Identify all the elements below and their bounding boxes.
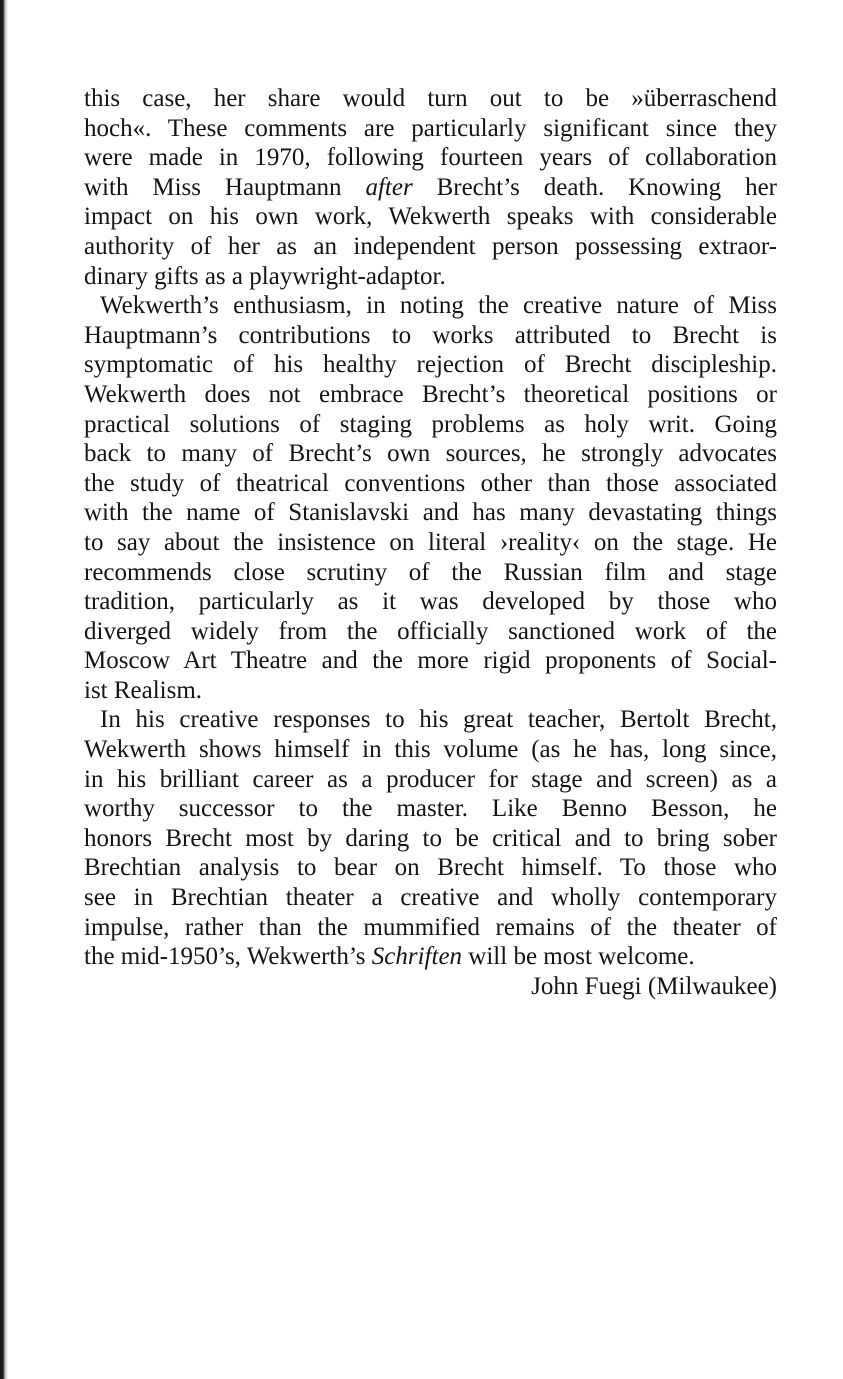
text-line: diverged widely from the officially sanctioned work of the: [84, 617, 777, 645]
text-line: Wekwerth shows himself in this volume (as he has, long since,: [84, 736, 777, 764]
paragraph-3: [84, 705, 777, 971]
text-line: worthy successor to the master. Like Benno Besson, he: [84, 795, 777, 823]
text-line: with the name of Stanislavski and has many devastating things: [84, 499, 777, 527]
text-line: In his creative responses to his great teacher, Bertolt Brecht,: [100, 706, 777, 734]
text-line: Wekwerth’s enthusiasm, in noting the creative nature of Miss: [100, 292, 777, 320]
text-line: Wekwerth does not embrace Brecht’s theoretical positions or: [84, 380, 777, 408]
text-line: back to many of Brecht’s own sources, he strongly advocates: [84, 440, 777, 468]
text-line: symptomatic of his healthy rejection of Brecht discipleship.: [84, 351, 777, 379]
text-line: the mid-1950’s, Wekwerth’s Schriften will be most welcome.: [84, 943, 695, 971]
italic-title: Schriften: [371, 943, 463, 971]
text-line: with Miss Hauptmann after Brecht’s death. Knowing her: [84, 173, 777, 201]
text-line: honors Brecht most by daring to be critical and to bring sober: [84, 824, 777, 852]
paragraph-1: [84, 84, 777, 291]
text-line: impulse, rather than the mummified remains of the theater of: [84, 913, 777, 941]
article-text: [84, 84, 777, 1001]
text-line: impact on his own work, Wekwerth speaks with considerable: [84, 203, 777, 231]
scan-edge-shadow: [0, 0, 8, 1379]
paragraph-2: [84, 291, 777, 705]
italic-title: after: [365, 173, 413, 201]
text-line: hoch«. These comments are particularly significant since they: [84, 114, 777, 142]
text-line: authority of her as an independent person possessing extraor-: [84, 232, 777, 260]
text-line: were made in 1970, following fourteen years of collaboration: [84, 144, 777, 172]
text-line: Hauptmann’s contributions to works attributed to Brecht is: [84, 321, 777, 349]
text-line: see in Brechtian theater a creative and wholly contemporary: [84, 884, 777, 912]
text-line: to say about the insistence on literal ›reality‹ on the stage. He: [84, 528, 777, 556]
text-line: recommends close scrutiny of the Russian film and stage: [84, 558, 777, 586]
text-line: ist Realism.: [84, 676, 203, 704]
text-line: dinary gifts as a playwright-adaptor.: [84, 262, 446, 290]
text-line: practical solutions of staging problems as holy writ. Going: [84, 410, 777, 438]
text-line: Brechtian analysis to bear on Brecht himself. To those who: [84, 854, 777, 882]
text-line: tradition, particularly as it was developed by those who: [84, 588, 777, 616]
text-line: this case, her share would turn out to be »überraschend: [84, 85, 777, 112]
text-line: the study of theatrical conventions other than those associated: [84, 469, 777, 497]
text-line: Moscow Art Theatre and the more rigid proponents of Social-: [84, 647, 777, 675]
text-line: in his brilliant career as a producer for stage and screen) as a: [84, 765, 777, 793]
author-signature: John Fuegi (Milwaukee): [531, 972, 777, 1000]
